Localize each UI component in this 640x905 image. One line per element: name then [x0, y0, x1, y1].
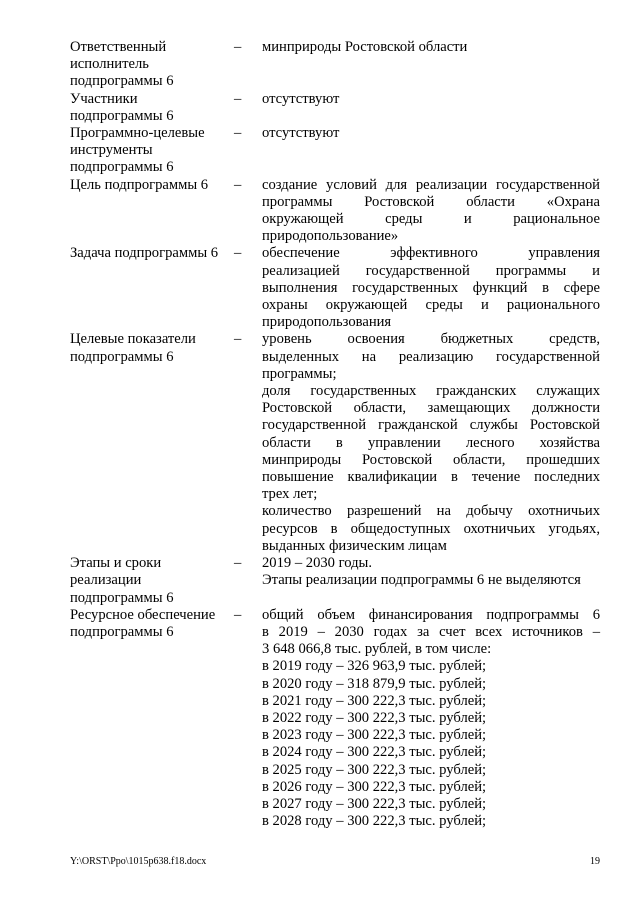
row-content-line: трех лет; — [262, 486, 318, 503]
row-dash: – — [234, 555, 242, 572]
row-content-line: в 2020 году – 318 879,9 тыс. рублей; — [262, 675, 487, 692]
row-label-line: Задача подпрограммы 6 — [70, 245, 219, 262]
row-label-line: Участники — [70, 90, 138, 107]
row-dash: – — [234, 90, 242, 107]
table-row — [70, 39, 600, 91]
row-content-line: в 2022 году – 300 222,3 тыс. рублей; — [262, 709, 487, 726]
table-row — [70, 91, 600, 125]
row-dash: – — [234, 245, 242, 262]
row-label-line: Цель подпрограммы 6 — [70, 176, 209, 193]
row-dash: – — [234, 331, 242, 348]
row-label-line: реализации — [70, 572, 142, 589]
row-label-line: Ресурсное обеспечение — [70, 606, 216, 623]
row-content-line: повышение квалификации в течение последних — [262, 469, 600, 486]
row-label-line: Программно-целевые — [70, 125, 205, 142]
row-content-line: в 2019 году – 326 963,9 тыс. рублей; — [262, 658, 487, 675]
row-content — [262, 607, 600, 831]
row-content-line: выполнения государственных функций в сфере — [262, 279, 600, 296]
row-dash: – — [234, 606, 242, 623]
row-content — [262, 39, 600, 56]
row-label — [70, 245, 230, 262]
row-content-line: охраны окружающей среды и рационального — [262, 297, 600, 314]
row-label-line: подпрограммы 6 — [70, 159, 174, 176]
row-content-line: в 2025 году – 300 222,3 тыс. рублей; — [262, 761, 487, 778]
passport-table — [70, 39, 600, 830]
row-content — [262, 91, 600, 108]
row-label — [70, 91, 230, 125]
row-content-line: 3 648 066,8 тыс. рублей, в том числе: — [262, 641, 492, 658]
row-content-line: в 2021 году – 300 222,3 тыс. рублей; — [262, 692, 487, 709]
row-label-line: исполнитель — [70, 56, 149, 73]
row-content-line: программы; — [262, 365, 337, 382]
row-content-line: реализацией государственной программы и — [262, 262, 600, 279]
row-content-line: Этапы реализации подпрограммы 6 не выделяются — [262, 572, 581, 589]
row-content-line: программы Ростовской области «Охрана — [262, 193, 600, 210]
row-content-line: Ростовской области, замещающих должности — [262, 400, 600, 417]
row-label-line: Целевые показатели — [70, 331, 196, 348]
row-content-line: обеспечение эффективного управления — [262, 245, 600, 262]
row-dash: – — [234, 125, 242, 142]
row-label — [70, 331, 230, 365]
table-row — [70, 177, 600, 246]
row-content-line: природопользования — [262, 314, 392, 331]
row-label — [70, 125, 230, 177]
row-dash: – — [234, 176, 242, 193]
row-content-line: доля государственных гражданских служащих — [262, 383, 600, 400]
row-content-line: в 2024 году – 300 222,3 тыс. рублей; — [262, 744, 487, 761]
table-row — [70, 555, 600, 607]
row-content-line: окружающей среды и рациональное — [262, 211, 600, 228]
row-content-line: природопользование» — [262, 228, 399, 245]
row-label — [70, 607, 230, 641]
row-label-line: подпрограммы 6 — [70, 73, 174, 90]
row-content-line: отсутствуют — [262, 125, 340, 142]
row-content — [262, 245, 600, 331]
table-row — [70, 245, 600, 331]
row-content-line: ресурсов в общедоступных охотничьих угодьях, — [262, 520, 600, 537]
row-content — [262, 125, 600, 142]
row-content-line: в 2019 – 2030 годах за счет всех источников – — [262, 623, 600, 640]
row-content — [262, 331, 600, 555]
row-content-line: 2019 – 2030 годы. — [262, 555, 372, 572]
row-content-line: количество разрешений на добычу охотничьих — [262, 503, 600, 520]
row-content — [262, 177, 600, 246]
row-label-line: подпрограммы 6 — [70, 348, 174, 365]
row-content-line: в 2026 году – 300 222,3 тыс. рублей; — [262, 778, 487, 795]
row-content-line: в 2028 году – 300 222,3 тыс. рублей; — [262, 813, 487, 830]
row-content-line: общий объем финансирования подпрограммы 6 — [262, 606, 600, 623]
row-label-line: Ответственный — [70, 39, 167, 55]
row-content-line: государственной гражданской службы Ростовской — [262, 417, 600, 434]
page-footer — [70, 856, 600, 868]
row-content-line: в 2027 году – 300 222,3 тыс. рублей; — [262, 795, 487, 812]
row-content-line: выданных физическим лицам — [262, 537, 447, 554]
row-content-line: уровень освоения бюджетных средств, — [262, 331, 600, 348]
row-content-line: выделенных на реализацию государственной — [262, 348, 600, 365]
row-label — [70, 177, 230, 194]
table-row — [70, 125, 600, 177]
row-label-line: подпрограммы 6 — [70, 589, 174, 606]
row-label-line: инструменты — [70, 142, 153, 159]
row-content-line: отсутствуют — [262, 90, 340, 107]
row-label-line: подпрограммы 6 — [70, 107, 174, 124]
row-label — [70, 39, 230, 91]
footer-page-number: 19 — [590, 856, 600, 867]
row-label-line: Этапы и сроки — [70, 555, 162, 572]
row-dash: – — [234, 39, 242, 55]
row-content — [262, 555, 600, 589]
row-content-line: минприроды Ростовской области — [262, 39, 468, 55]
footer-file-path: Y:\ORST\Ppo\1015p638.f18.docx — [70, 856, 207, 867]
row-content-line: области в управлении лесного хозяйства — [262, 434, 600, 451]
row-content-line: в 2023 году – 300 222,3 тыс. рублей; — [262, 727, 487, 744]
row-label-line: подпрограммы 6 — [70, 623, 174, 640]
table-row — [70, 331, 600, 555]
table-row — [70, 607, 600, 831]
row-content-line: минприроды Ростовской области, прошедших — [262, 451, 600, 468]
row-label — [70, 555, 230, 607]
row-content-line: создание условий для реализации государственной — [262, 176, 600, 193]
